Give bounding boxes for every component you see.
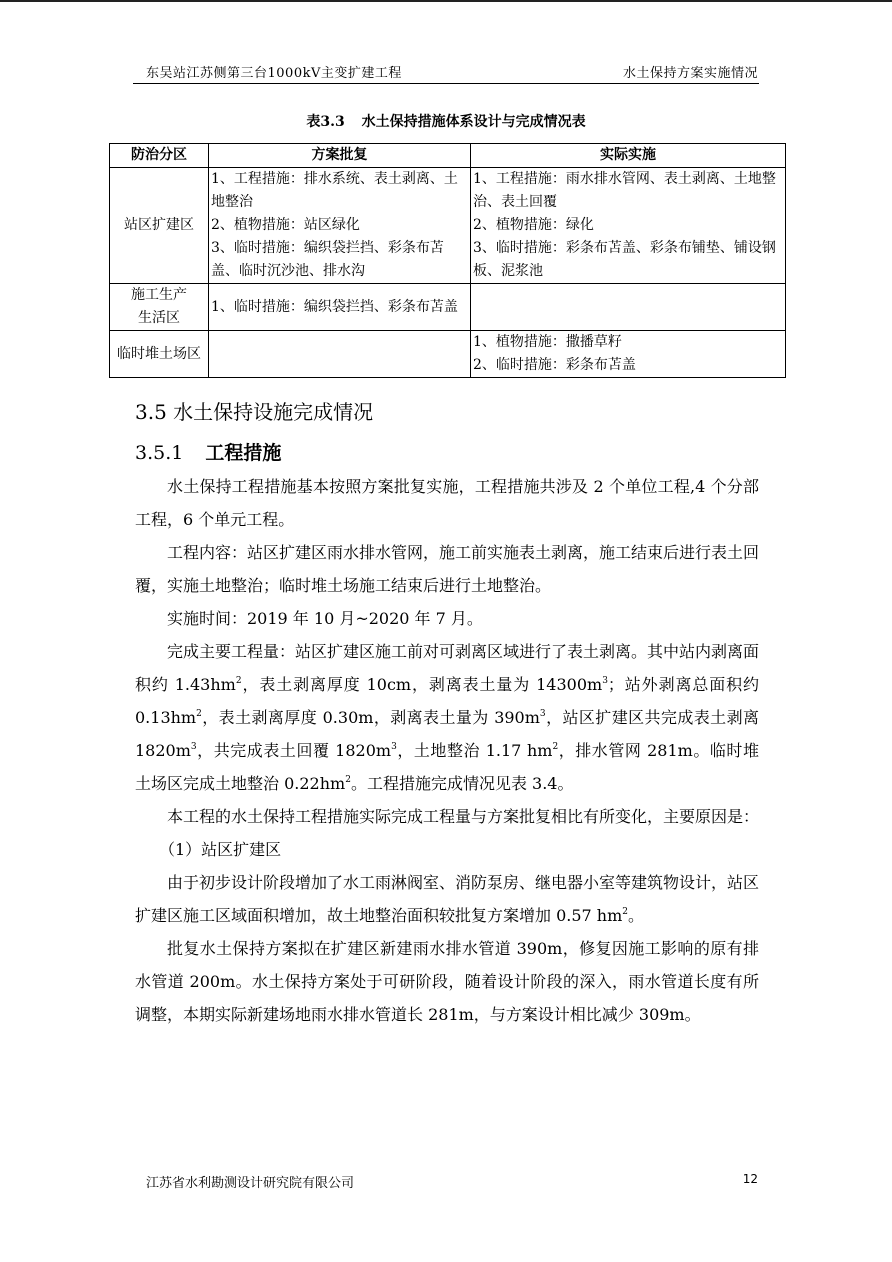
- measures-table: [109, 143, 786, 378]
- zone-cell: [110, 284, 209, 331]
- zone-cell: 站区扩建区: [110, 168, 209, 284]
- subsection-title: 工程措施: [205, 442, 282, 464]
- actual-cell: [471, 284, 786, 331]
- col-header-zone: 防治分区: [110, 144, 209, 168]
- superscript: 3: [602, 676, 608, 686]
- approved-cell: [209, 331, 471, 378]
- actual-text: 1、植物措施：撒播草籽 2、临时措施：彩条布苫盖: [473, 334, 636, 373]
- text-run: ，土地整治 1.17 hm: [396, 741, 553, 760]
- zone-cell: 临时堆土场区: [110, 331, 209, 378]
- paragraph: 工程内容：站区扩建区雨水排水管网，施工前实施表土剥离，施工结束后进行表土回覆，实施土地整治；临时堆土场施工结束后进行土地整治。: [135, 543, 760, 595]
- page-header: [146, 62, 758, 82]
- text-run: ，表土剥离厚度 0.30m，剥离表土量为 390m: [201, 708, 540, 727]
- text-run: ，共完成表土回覆 1820m: [196, 741, 392, 760]
- section-heading: 3.5 水土保持设施完成情况: [135, 400, 374, 424]
- superscript: 2: [235, 676, 242, 686]
- approved-cell: [209, 168, 471, 284]
- text-run: ；站外剥离总面积约 0.13hm: [135, 675, 759, 727]
- superscript: 3: [539, 709, 546, 719]
- superscript: 2: [552, 742, 559, 752]
- paragraph-subheading: （1）站区扩建区: [159, 840, 282, 859]
- actual-cell: [471, 331, 786, 378]
- text-run: ，排水管网 281m。临时堆土场区完成土地整治 0.22hm: [135, 741, 759, 793]
- header-divider: [133, 83, 759, 84]
- paragraph: 本工程的水土保持工程措施实际完成工程量与方案批复相比有所变化，主要原因是：: [167, 807, 760, 826]
- subsection-number: 3.5.1: [135, 442, 184, 464]
- header-chapter-title: 水土保持方案实施情况: [622, 66, 758, 81]
- text-run: ，表土剥离厚度 10cm，剥离表土量为 14300m: [241, 675, 603, 694]
- approved-cell: [209, 284, 471, 331]
- paragraph: 批复水土保持方案拟在扩建区新建雨水排水管道 390m，修复因施工影响的原有排水管道 200m。水土保持方案处于可研阶段，随着设计阶段的深入，雨水管道长度有所调整，本期实际新建场地雨水排水管道长 281m，与方案设计相比减少 309m。: [135, 939, 759, 1024]
- paragraph: 实施时间：2019 年 10 月~2020 年 7 月。: [167, 609, 483, 628]
- footer-organization: 江苏省水利勘测设计研究院有限公司: [146, 1176, 355, 1191]
- table-header-row: [110, 144, 786, 168]
- header-project-name: 东吴站江苏侧第三台1000kV主变扩建工程: [146, 66, 402, 81]
- body-text: [135, 470, 759, 1031]
- text-run: 。: [628, 906, 645, 925]
- actual-cell: [471, 168, 786, 284]
- actual-text: 1、工程措施：雨水排水管网、表土剥离、土地整治、表土回覆 2、植物措施：绿化 3、临时措施：彩条布苫盖、彩条布铺垫、铺设钢板、泥浆池: [473, 171, 776, 279]
- table-caption: [0, 111, 892, 131]
- superscript: 3: [391, 742, 397, 752]
- paragraph: [135, 866, 759, 932]
- table-title: 水土保持措施体系设计与完成情况表: [361, 114, 586, 130]
- superscript: 2: [622, 907, 629, 917]
- text-run: ，站区扩建区共完成表土剥离 1820m: [135, 708, 759, 760]
- table-row: [110, 168, 786, 284]
- subsection-heading: [135, 438, 281, 465]
- paragraph: 水土保持工程措施基本按照方案批复实施，工程措施共涉及 2 个单位工程,4 个分部工程，6 个单元工程。: [135, 477, 759, 529]
- zone-text: 施工生产生活区: [130, 287, 187, 326]
- col-header-approved: 方案批复: [209, 144, 471, 168]
- text-run: 由于初步设计阶段增加了水工雨淋阀室、消防泵房、继电器小室等建筑物设计，站区扩建区施工区域面积增加，故土地整治面积较批复方案增加 0.57 hm: [135, 873, 760, 925]
- approved-text: 1、临时措施：编织袋拦挡、彩条布苫盖: [211, 298, 458, 315]
- paragraph-quantities: [135, 635, 759, 800]
- superscript: 2: [345, 775, 351, 785]
- table-row: [110, 284, 786, 331]
- superscript: 3: [190, 742, 197, 752]
- text-run: 。工程措施完成情况见表 3.4。: [350, 774, 574, 793]
- superscript: 2: [196, 709, 202, 719]
- top-border: [0, 0, 892, 2]
- approved-text: 1、工程措施：排水系统、表土剥离、土地整治 2、植物措施：站区绿化 3、临时措施：编织袋拦挡、彩条布苫盖、临时沉沙池、排水沟: [211, 171, 458, 279]
- table-row: [110, 331, 786, 378]
- table-number: 表3.3: [306, 114, 345, 130]
- col-header-actual: 实际实施: [471, 144, 786, 168]
- page-number: 12: [742, 1172, 758, 1186]
- text-run: 完成主要工程量：站区扩建区施工前对可剥离区域进行了表土剥离。其中站内剥离面积约 1.43hm: [135, 642, 760, 694]
